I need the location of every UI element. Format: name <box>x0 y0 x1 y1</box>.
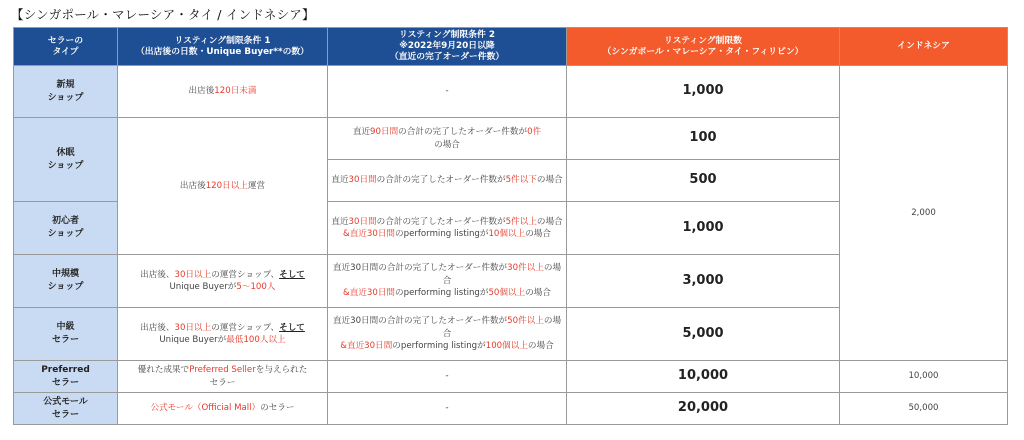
seller-type-line1: 中規模 <box>51 269 79 279</box>
listing-limit-mid-shop: 3,000 <box>567 255 840 308</box>
seller-type-line2: セラー <box>51 377 79 388</box>
condition-highlight: 最低100人以上 <box>226 335 286 345</box>
condition-text: のperforming listingが <box>395 288 489 299</box>
condition-text: 直近 <box>331 175 349 186</box>
condition-highlight: &直近 <box>340 341 365 352</box>
condition-text: の運営ショップ、 <box>211 269 280 280</box>
condition-1-advanced-seller <box>118 308 328 361</box>
listing-limit-mall-seller: 20,000 <box>567 393 840 425</box>
condition-text: 直近30日間の合計の完了したオーダー件数が <box>332 263 508 274</box>
condition-highlight: 50個以上 <box>488 288 526 299</box>
condition-highlight: 30日間 <box>348 175 377 186</box>
condition-text: の場合 <box>527 341 554 352</box>
condition-text: Unique Buyerが <box>169 282 237 292</box>
condition-highlight: 30日以上 <box>174 322 212 333</box>
condition-2-dormant-b <box>328 160 567 202</box>
seller-type-line1: 中級 <box>56 322 75 332</box>
header-seller-type-line2: タイプ <box>52 46 79 57</box>
condition-emphasis: そして <box>279 269 305 280</box>
listing-limit-table <box>13 27 1008 425</box>
listing-limit-preferred-seller: 10,000 <box>567 361 840 393</box>
condition-text: の場合 <box>536 216 563 227</box>
condition-2-preferred-seller: - <box>328 361 567 393</box>
seller-type-line1: 休眠 <box>56 147 75 158</box>
seller-type-line2: ショップ <box>47 92 84 103</box>
condition-2-dormant-a <box>328 118 567 160</box>
condition-text: Unique Buyerが <box>159 335 227 345</box>
listing-limit-advanced-seller: 5,000 <box>567 308 840 361</box>
condition-highlight: 120日以上 <box>205 180 248 191</box>
seller-type-advanced-seller <box>14 308 118 361</box>
seller-type-line1: Preferred <box>41 364 90 375</box>
header-seller-type-line1: セラーの <box>47 35 84 46</box>
condition-emphasis: そして <box>279 322 305 333</box>
condition-text: のセラー <box>260 403 295 414</box>
listing-limit-dormant-b: 500 <box>567 160 840 202</box>
condition-text: 出店後、 <box>140 322 175 333</box>
condition-text: の場合 <box>536 175 563 186</box>
condition-text: 直近 <box>331 216 349 227</box>
condition-highlight: &直近 <box>343 288 367 299</box>
seller-type-line2: ショップ <box>47 282 84 292</box>
condition-highlight: 5件以上 <box>505 216 537 227</box>
condition-highlight: 120日未満 <box>214 86 257 97</box>
table-row-preferred-seller <box>14 361 1008 393</box>
seller-type-mid-shop <box>14 255 118 308</box>
condition-highlight: Preferred Seller <box>189 365 256 375</box>
condition-highlight: 10個以上 <box>488 229 526 239</box>
condition-text: の場合 <box>525 229 551 239</box>
condition-text: の場合 <box>434 139 460 150</box>
table-row-new-shop <box>14 66 1008 118</box>
seller-type-beginner-shop <box>14 202 118 255</box>
seller-type-line2: セラー <box>51 335 79 345</box>
header-condition-1 <box>118 28 328 66</box>
condition-text: の合計の完了したオーダー件数が <box>398 127 528 137</box>
header-indonesia: インドネシア <box>840 28 1008 66</box>
table-row-mall-seller <box>14 393 1008 425</box>
header-condition-1-line1: リスティング制限条件 1 <box>174 35 271 46</box>
header-listing-limit-line1: リスティング制限数 <box>664 35 742 46</box>
condition-1-preferred-seller <box>118 361 328 393</box>
header-listing-limit-line2: （シンガポール・マレーシア・タイ・フィリピン） <box>602 46 804 57</box>
condition-highlight: 公式モール（Official Mall） <box>150 403 261 414</box>
condition-1-over-120-days <box>118 118 328 255</box>
condition-text: の場合 <box>442 263 562 286</box>
seller-type-dormant-shop <box>14 118 118 202</box>
condition-highlight: 30日間 <box>366 229 396 239</box>
seller-type-line1: 初心者 <box>51 216 79 226</box>
condition-highlight: 100個以上 <box>485 341 528 352</box>
header-condition-2-line2: ※2022年9月20日以降 <box>399 41 495 51</box>
header-row <box>14 28 1008 66</box>
condition-text: のperforming listingが <box>392 341 486 352</box>
condition-2-beginner-shop <box>328 202 567 255</box>
seller-type-preferred-seller <box>14 361 118 393</box>
condition-text: の合計の完了したオーダー件数が <box>376 216 506 227</box>
condition-highlight: 50件以上 <box>507 316 544 327</box>
condition-2-mid-shop <box>328 255 567 308</box>
condition-text: の合計の完了したオーダー件数が <box>376 175 506 186</box>
indonesia-limit-preferred-seller: 10,000 <box>840 361 1008 393</box>
indonesia-limit-mall-seller: 50,000 <box>840 393 1008 425</box>
indonesia-limit-shared: 2,000 <box>840 66 1008 361</box>
condition-text: の運営ショップ、 <box>211 322 280 333</box>
condition-highlight: 30日間 <box>364 341 393 352</box>
condition-2-advanced-seller <box>328 308 567 361</box>
header-condition-2 <box>328 28 567 66</box>
condition-text: 出店後 <box>179 180 206 191</box>
condition-2-mall-seller: - <box>328 393 567 425</box>
seller-type-line1: 公式モール <box>43 396 88 407</box>
condition-text: 優れた成果で <box>137 365 190 375</box>
condition-text: 運営 <box>247 180 266 191</box>
condition-highlight: 5件以下 <box>505 175 537 186</box>
condition-text: の場合 <box>442 316 562 339</box>
condition-1-new-shop <box>118 66 328 118</box>
seller-type-line1: 新規 <box>56 79 75 90</box>
header-condition-2-line3: （直近の完了オーダー件数） <box>389 52 505 62</box>
condition-highlight: 30日間 <box>348 216 377 227</box>
condition-2-new-shop: - <box>328 66 567 118</box>
seller-type-line2: ショップ <box>47 229 84 239</box>
seller-type-line2: ショップ <box>47 160 84 171</box>
condition-text: を与えられた <box>255 365 308 375</box>
header-seller-type <box>14 28 118 66</box>
listing-limit-dormant-a: 100 <box>567 118 840 160</box>
header-listing-limit <box>567 28 840 66</box>
condition-text: 出店後、 <box>140 269 175 280</box>
condition-text: 直近30日間の合計の完了したオーダー件数が <box>332 316 508 327</box>
listing-limit-beginner-shop: 1,000 <box>567 202 840 255</box>
condition-text: 直近 <box>352 127 371 137</box>
condition-1-mall-seller <box>118 393 328 425</box>
condition-highlight: 30日以上 <box>174 269 212 280</box>
condition-highlight: 0件 <box>527 127 542 137</box>
condition-text: の場合 <box>525 288 551 299</box>
condition-highlight: &直近 <box>343 229 367 239</box>
condition-text: 出店後 <box>188 86 215 97</box>
header-condition-2-line1: リスティング制限条件 2 <box>399 30 495 40</box>
condition-highlight: 30件以上 <box>507 263 544 274</box>
seller-type-mall-seller <box>14 393 118 425</box>
condition-text: のperforming listingが <box>395 229 489 239</box>
condition-highlight: 5～100人 <box>236 282 276 292</box>
listing-limit-new-shop: 1,000 <box>567 66 840 118</box>
condition-highlight: 30日間 <box>366 288 396 299</box>
page-title: 【シンガポール・マレーシア・タイ / インドネシア】 <box>11 7 315 22</box>
condition-highlight: 90日間 <box>370 127 399 137</box>
condition-1-mid-shop <box>118 255 328 308</box>
header-condition-1-line2: （出店後の日数・Unique Buyer**の数） <box>136 46 309 57</box>
seller-type-line2: セラー <box>51 409 79 420</box>
seller-type-new-shop <box>14 66 118 118</box>
condition-text: セラー <box>209 377 236 388</box>
